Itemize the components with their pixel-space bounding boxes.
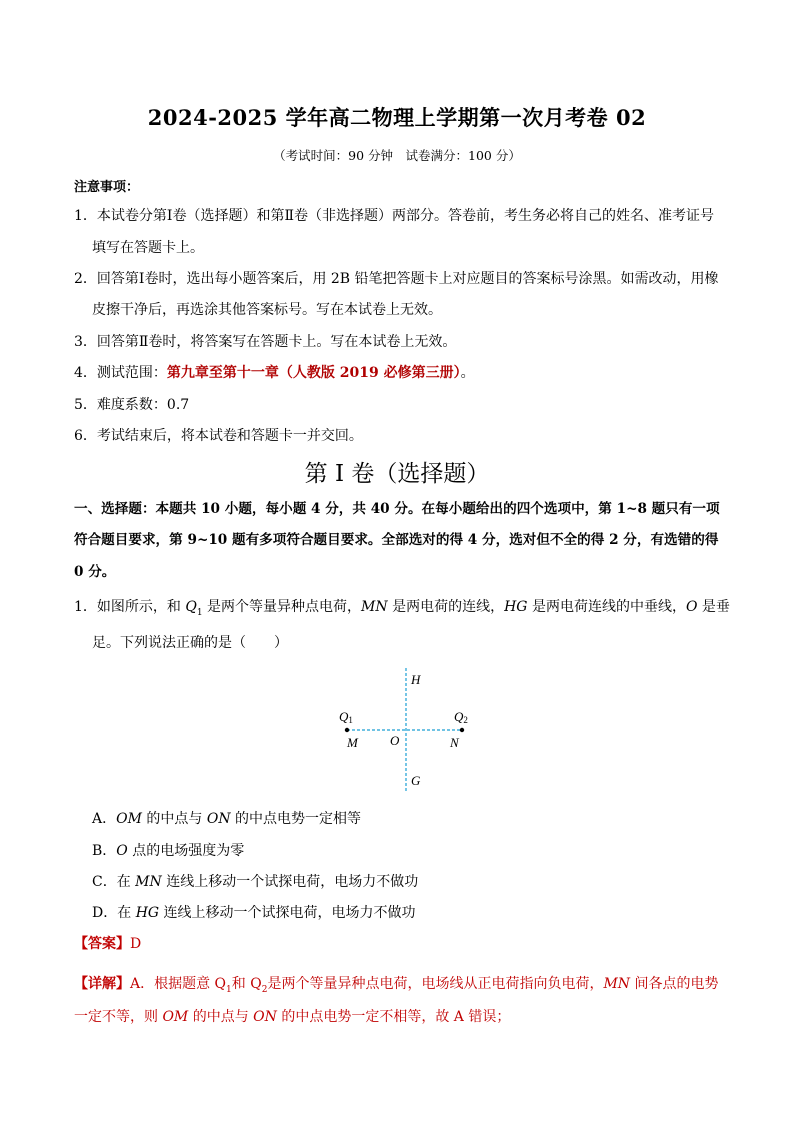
- detail-sub: 1: [226, 984, 232, 995]
- label-q2-letter: Q: [454, 709, 464, 724]
- detail-text: 是两个等量异种点电荷，电场线从正电荷指向负电荷，: [267, 976, 604, 992]
- label-q1: [339, 709, 353, 725]
- option-text: ON: [206, 811, 231, 827]
- stem-text: 是两电荷连线的中垂线，: [527, 599, 686, 615]
- detail-text: ON: [253, 1009, 277, 1025]
- option-text: MN: [135, 874, 162, 890]
- instructions-line-3: 0 分。: [74, 564, 116, 580]
- detail-text: 的中点与: [188, 1009, 254, 1025]
- notice-item-text: 本试卷分第Ⅰ卷（选择题）和第Ⅱ卷（非选择题）两部分。答卷前，考生务必将自己的姓名、准考证号: [96, 208, 714, 224]
- notice-item-5: [74, 394, 189, 414]
- exam-subtitle: （考试时间：90 分钟 试卷满分：100 分）: [273, 148, 521, 163]
- notice-item-2: [74, 268, 719, 288]
- detail-text: 间各点的电势: [630, 976, 719, 992]
- stem-text: 是垂: [697, 599, 730, 615]
- notice-item-3: [74, 331, 456, 351]
- notice-item-num: 5．: [74, 397, 97, 413]
- notice-item-num: 2．: [74, 271, 97, 287]
- charge-q1-sub: 1: [196, 607, 203, 618]
- notice-item-suffix: 。: [460, 365, 475, 381]
- stem-text: 如图所示，和: [96, 599, 186, 615]
- line-mn: MN: [361, 599, 388, 615]
- notice-item-text: 回答第Ⅰ卷时，选出每小题答案后，用 2B 铅笔把答题卡上对应题目的答案标号涂黑。如需改动，用橡: [96, 271, 719, 287]
- option-label: D．: [92, 905, 118, 921]
- option-text: 连线上移动一个试探电荷，电场力不做功: [159, 905, 416, 921]
- notice-item-prefix: 测试范围：: [96, 365, 167, 381]
- label-q1-sub: 1: [348, 715, 353, 725]
- page-title: 2024-2025 学年高二物理上学期第一次月考卷 02: [147, 105, 647, 130]
- option-text: OM: [116, 811, 142, 827]
- option-text: 的中点电势一定相等: [230, 811, 362, 827]
- notice-item-2-cont: 皮擦干净后，再选涂其他答案标号。写在本试卷上无效。: [92, 302, 442, 318]
- option-text: 的中点与: [141, 811, 207, 827]
- label-h: H: [411, 672, 421, 687]
- option-text: 在: [116, 874, 136, 890]
- detail-label: 【详解】: [74, 976, 130, 992]
- option-label: B．: [92, 843, 117, 859]
- charges-diagram: [330, 664, 490, 794]
- notice-item-num: 1．: [74, 208, 97, 224]
- label-n: N: [450, 735, 459, 750]
- answer-value: D: [130, 936, 142, 952]
- notice-item-text: 回答第Ⅱ卷时，将答案写在答题卡上。写在本试卷上无效。: [96, 334, 457, 350]
- detail-text: MN: [603, 976, 631, 992]
- instructions-line-1: 一、选择题：本题共 10 小题，每小题 4 分，共 40 分。在每小题给出的四个选项中，第 1~8 题只有一项: [74, 501, 720, 517]
- section-title: 第 I 卷（选择题）: [304, 461, 490, 487]
- point-o: O: [685, 599, 698, 615]
- label-q1-letter: Q: [339, 709, 349, 724]
- option-text: 在: [117, 905, 136, 921]
- line-hg: HG: [504, 599, 528, 615]
- notice-heading: 注意事项：: [74, 180, 140, 195]
- instructions-line-2: 符合题目要求，第 9~10 题有多项符合题目要求。全部选对的得 4 分，选对但不全的得 2 分，有选错的得: [74, 532, 719, 548]
- stem-text: 是两个等量异种点电荷，: [202, 599, 362, 615]
- detail-text: 和 Q: [231, 976, 262, 992]
- label-o: O: [390, 733, 400, 748]
- question-1-stem-line-2: 足。下列说法正确的是（ ）: [92, 635, 288, 651]
- option-c: [92, 871, 418, 891]
- label-q2-sub: 2: [463, 715, 468, 725]
- charge-q1: Q: [185, 599, 197, 615]
- option-text: O: [116, 843, 128, 859]
- detail-sub: 2: [261, 984, 268, 995]
- notice-item-text: 考试结束后，将本试卷和答题卡一并交回。: [96, 428, 363, 444]
- notice-item-6: [74, 425, 363, 445]
- notice-item-num: 3．: [74, 334, 97, 350]
- option-label: A．: [92, 811, 117, 827]
- notice-item-1: [74, 205, 714, 225]
- detail-text: A．根据题意 Q: [130, 976, 227, 992]
- notice-item-num: 6．: [74, 428, 97, 444]
- option-text: HG: [135, 905, 160, 921]
- option-text: 连线上移动一个试探电荷，电场力不做功: [161, 874, 419, 890]
- detail-line-1: [74, 973, 719, 995]
- charge-q1-dot: [345, 728, 349, 732]
- label-g: G: [411, 773, 421, 788]
- charge-q2-dot: [460, 728, 464, 732]
- detail-text: 一定不等，则: [74, 1009, 163, 1025]
- option-d: [92, 902, 416, 922]
- question-1-stem-line-1: [74, 596, 730, 618]
- test-scope-highlight: 第九章至第十一章（人教版 2019 必修第三册）: [166, 365, 461, 381]
- answer-line: [74, 933, 141, 953]
- answer-label: 【答案】: [74, 936, 130, 952]
- stem-text: 是两电荷的连线，: [387, 599, 505, 615]
- label-q2: [454, 709, 468, 725]
- question-number: 1．: [74, 599, 97, 615]
- detail-line-2: [74, 1006, 510, 1026]
- detail-text: 的中点电势一定不相等，故 A 错误；: [276, 1009, 511, 1025]
- option-b: [92, 840, 244, 860]
- option-text: 点的电场强度为零: [127, 843, 245, 859]
- label-m: M: [347, 735, 358, 750]
- notice-item-4: [74, 362, 475, 382]
- option-label: C．: [92, 874, 117, 890]
- detail-text: OM: [162, 1009, 189, 1025]
- notice-item-num: 4．: [74, 365, 97, 381]
- option-a: [92, 808, 361, 828]
- notice-item-text: 难度系数：0.7: [96, 397, 190, 413]
- notice-item-1-cont: 填写在答题卡上。: [92, 240, 204, 256]
